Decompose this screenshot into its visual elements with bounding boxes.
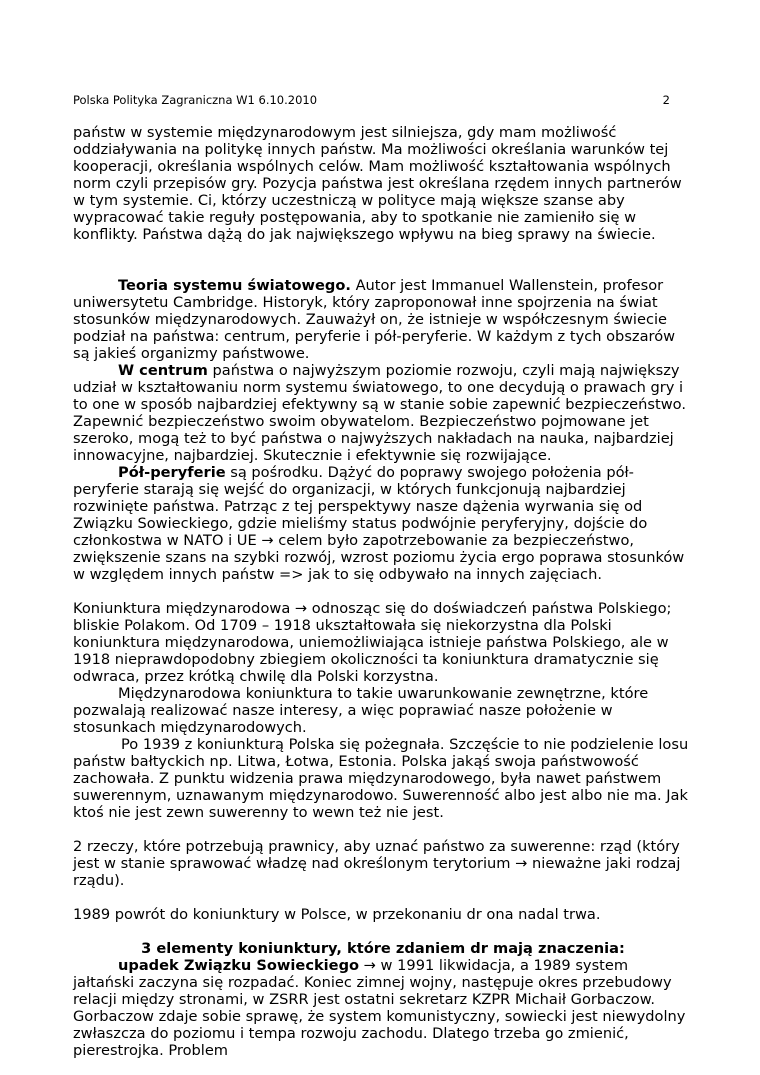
term-heading: W centrum — [118, 362, 208, 379]
term-heading: upadek Związku Sowieckiego — [118, 957, 360, 974]
paragraph: Teoria systemu światowego. Autor jest Immanuel Wallenstein, profesor uniwersytetu Cambridge. Historyk, który zaproponował inne spojrzenia na świat stosunków międzynarodowych. Zauważył on, że istnieje w współczesnym świecie podział na państwa: centrum, peryferie i pół-peryferie. W każdym z tych obszarów są jakieś organizmy państwowe. — [73, 277, 676, 362]
paragraph: państw w systemie międzynarodowym jest silniejsza, gdy mam możliwość oddziaływania na politykę innych państw. Ma możliwości określania warunków tej kooperacji, określania wspólnych celów. Mam możliwość kształtowania wspólnych norm czyli przepisów gry. Pozycja państwa jest określana rzędem innych partnerów w tym systemie. Ci, którzy uczestniczą w polityce mają większe szanse aby wypracować takie reguły postępowania, aby to spotkanie nie zamieniło się w konflikty. Państwa dążą do jak największego wpływu na bieg sprawy na świecie. — [73, 124, 682, 243]
header-title: Polska Polityka Zagraniczna W1 6.10.2010 — [73, 93, 318, 107]
section-heading: 3 elementy koniunktury, które zdaniem dr mają znaczenia: — [141, 940, 625, 957]
paragraph: Międzynarodowa koniunktura to takie uwarunkowanie zewnętrzne, które pozwalają realizować nasze interesy, a więc poprawiać nasze położenie w stosunkach międzynarodowych. — [73, 685, 649, 736]
page-header — [73, 93, 670, 107]
paragraph: Koniunktura międzynarodowa → odnosząc się do doświadczeń państwa Polskiego; bliskie Polakom. Od 1709 – 1918 ukształtowała się niekorzystna dla Polski koniunktura międzynarodowa, uniemożliwiająca istnieje państwa Polskiego, ale w 1918 nieprawdopodobny zbiegiem okoliczności ta koniunktura dramatycznie się odwraca, przez krótką chwilę dla Polski korzystna. — [73, 600, 672, 685]
paragraph: 2 rzeczy, które potrzebują prawnicy, aby uznać państwo za suwerenne: rząd (który jest w stanie sprawować władzę nad określonym terytorium → nieważne jaki rodzaj rządu). — [73, 838, 681, 889]
paragraph: Pół-peryferie są pośrodku. Dążyć do poprawy swojego położenia pół-peryferie starają się wejść do organizacji, w których funkcjonują najbardziej rozwinięte państwa. Patrząc z tej perspektywy nasze dążenia wyrwania się od Związku Sowieckiego, gdzie mieliśmy status podwójnie peryferyjny, dojście do członkostwa w NATO i UE → celem było zapotrzebowanie za bezpieczeństwo, zwiększenie szans na szybki rozwój, wzrost poziomu życia ergo poprawa stosunków w względem innych państw => jak to się odbywało na innych zajęciach. — [73, 464, 685, 583]
paragraph: upadek Związku Sowieckiego → w 1991 likwidacja, a 1989 system jałtański zaczyna się rozpadać. Koniec zimnej wojny, następuje okres przebudowy relacji między stronami, w ZSRR jest ostatni sekretarz KZPR Michaił Gorbaczow. Gorbaczow zdaje sobie sprawę, że system komunistyczny, sowiecki jest niewydolny zwłaszcza do poziomu i tempa rozwoju zachodu. Dlatego trzeba go zmienić, pierestrojka. Problem — [73, 957, 686, 1059]
paragraph: W centrum państwa o najwyższym poziomie rozwoju, czyli mają największy udział w kształtowaniu norm systemu światowego, to one decydują o prawach gry i to one w sposób najbardziej efektywny są w stanie sobie zapewnić bezpieczeństwo. Zapewnić bezpieczeństwo swoim obywatelom. Bezpieczeństwo pojmowane jet szeroko, mogą też to być państwa o najwyższych nakładach na nauka, najbardziej innowacyjne, najbardziej. Skutecznie i efektywnie się rozwijające. — [73, 362, 686, 464]
paragraph: 1989 powrót do koniunktury w Polsce, w przekonaniu dr ona nadal trwa. — [73, 906, 601, 923]
term-heading: Pół-peryferie — [118, 464, 226, 481]
document-body — [73, 124, 693, 1059]
term-heading: Teoria systemu światowego. — [118, 277, 351, 294]
paragraph: Po 1939 z koniunkturą Polska się pożegnała. Szczęście to nie podzielenie losu państw bałtyckich np. Litwa, Łotwa, Estonia. Polska jakąś swoja państwowość zachowała. Z punktu widzenia prawa międzynarodowego, była nawet państwem suwerennym, uznawanym międzynarodowo. Suwerenność albo jest albo nie ma. Jak ktoś nie jest zewn suwerenny to wewn też nie jest. — [73, 736, 689, 821]
page-number: 2 — [662, 93, 670, 107]
